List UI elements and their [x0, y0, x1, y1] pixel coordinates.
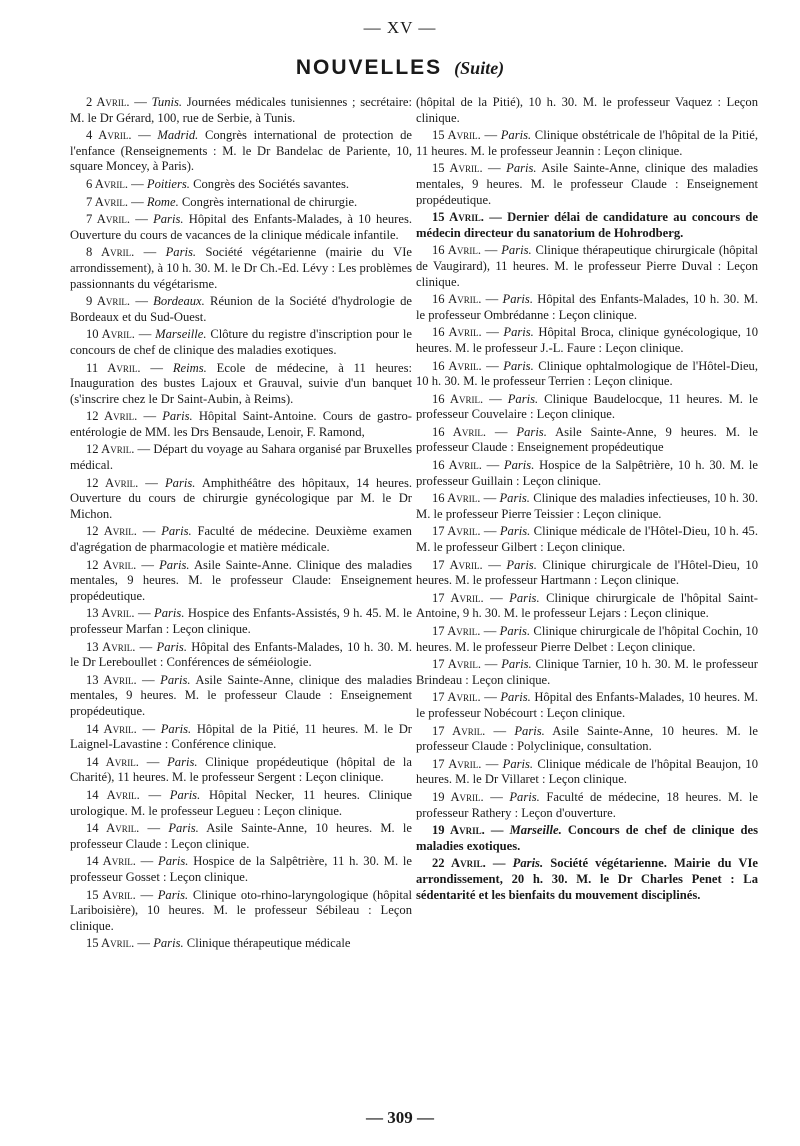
entry-city: Paris. — [154, 606, 185, 621]
entry-text: Asile Sainte-Anne, clinique des maladies mentales, 9 heures. M. le professeur Claude : Enseignement propédeutique. — [70, 672, 412, 718]
news-entry — [70, 854, 412, 885]
entry-text: Clinique médicale de l'Hôtel-Dieu, 10 h. 45. M. le professeur Gilbert : Leçon clinique. — [416, 524, 758, 555]
entry-text: Hôpital des Enfants-Malades, 10 heures. M. le professeur Nobécourt : Leçon clinique. — [416, 690, 758, 720]
entry-date: 15 Avril. — — [86, 887, 158, 902]
news-entry — [416, 856, 758, 903]
news-entry — [70, 888, 412, 935]
news-entry — [70, 95, 412, 126]
right-column — [416, 95, 758, 905]
entry-date: 16 Avril. — — [432, 491, 500, 506]
entry-date: 9 Avril. — — [86, 294, 154, 309]
entry-date: 16 Avril. — — [432, 243, 502, 258]
entry-city: Madrid. — [157, 128, 199, 143]
entry-date: 13 Avril. — — [86, 672, 161, 687]
entry-text: Dernier délai de candidature au concours de médecin directeur du sanatorium de Hohrodberg. — [416, 210, 758, 240]
entry-city: Paris. — [156, 639, 187, 654]
news-entry — [70, 442, 412, 473]
news-entry — [416, 425, 758, 456]
entry-date: 15 Avril. — — [432, 210, 508, 225]
entry-date: 13 Avril. — — [86, 639, 157, 654]
entry-date: 13 Avril. — — [86, 606, 155, 621]
entry-date: 16 Avril. — — [432, 458, 504, 473]
news-entry — [416, 392, 758, 423]
page-number: — 309 — — [366, 1108, 434, 1127]
entry-date: 15 Avril. — — [432, 128, 501, 143]
entry-text: Clinique chirurgicale de l'Hôtel-Dieu, 10 heures. M. le professeur Hartmann : Leçon clinique. — [416, 557, 759, 588]
entry-city: Paris. — [503, 458, 535, 473]
entry-text: Hospice de la Salpêtrière, 10 h. 30. M. le professeur Guillain : Leçon clinique. — [416, 458, 758, 488]
entry-text: Société végétarienne (mairie du VIe arrondissement), à 10 h. 30. M. le Dr Ch.-Ed. Lévy : Les problèmes passionnants du végétarisme. — [70, 245, 412, 291]
news-entry — [70, 195, 412, 211]
entry-text: Asile Sainte-Anne, clinique des maladies mentales, 9 heures. M. le professeur Claude : Enseignement propédeutique. — [416, 161, 758, 207]
entry-text: Clinique Tarnier, 10 h. 30. M. le professeur Brindeau : Leçon clinique. — [416, 657, 758, 687]
entry-city: Paris. — [169, 787, 201, 802]
news-entry — [416, 558, 758, 589]
entry-text: Société végétarienne. Mairie du VIe arrondissement, 20 h. 30. M. le Dr Charles Penet : La sédentarité et les bienfaits du mouvement disciplinés. — [416, 856, 759, 902]
title-main: NOUVELLES — [295, 56, 443, 79]
entry-date: 2 Avril. — — [86, 95, 152, 109]
entry-text: (hôpital de la Pitié), 10 h. 30. M. le professeur Vaquez : Leçon clinique. — [416, 95, 758, 125]
entry-date: 17 Avril. — — [432, 690, 501, 705]
entry-text: Clinique Baudelocque, 11 heures. M. le professeur Couvelaire : Leçon clinique. — [416, 391, 758, 422]
entry-city: Paris. — [164, 475, 196, 490]
news-entry — [70, 936, 412, 952]
entry-text: Hôpital des Enfants-Malades, 10 h. 30. M. le professeur Ombrédanne : Leçon clinique. — [416, 292, 758, 322]
entry-text: Hôpital des Enfants-Malades, 10 h. 30. M. le Dr Lereboullet : Conférences de séméiologie. — [70, 639, 412, 670]
news-entry — [70, 524, 412, 555]
entry-city: Tunis. — [151, 95, 183, 109]
entry-text: Réunion de la Société d'hydrologie de Bordeaux et du Sud-Ouest. — [70, 294, 412, 324]
entry-city: Paris. — [506, 161, 537, 176]
entry-date: 16 Avril. — — [432, 391, 508, 406]
entry-city: Paris. — [161, 524, 192, 539]
news-entry — [70, 606, 412, 637]
entry-date: 19 Avril. — — [432, 823, 510, 838]
entry-date: 14 Avril. — — [86, 787, 170, 802]
entry-city: Bordeaux. — [153, 294, 205, 309]
entry-city: Paris. — [162, 409, 193, 424]
entry-text: Clinique chirurgicale de l'hôpital Cochin, 10 heures. M. le professeur Pierre Delbet : Leçon clinique. — [416, 624, 758, 654]
entry-text: Hôpital Broca, clinique gynécologique, 10 heures. M. le professeur J.-L. Faure : Leçon clinique. — [416, 325, 758, 355]
entry-date: 4 Avril. — — [86, 128, 158, 143]
entry-city: Paris. — [165, 245, 197, 260]
entry-date: 12 Avril. — — [86, 557, 160, 572]
entry-text: Clinique thérapeutique médicale — [183, 936, 351, 951]
entry-city: Paris. — [509, 789, 540, 804]
entry-city: Paris. — [157, 887, 189, 902]
news-entry — [416, 823, 758, 854]
entry-city: Paris. — [512, 856, 544, 871]
entry-text: Congrès international de protection de l'enfance (Renseignements : M. le Dr Bandelac de Pariente, 10, square Moncey, à Paris). — [70, 128, 412, 174]
entry-city: Paris. — [167, 754, 198, 769]
news-entry — [416, 161, 758, 208]
news-entry — [70, 409, 412, 440]
entry-date: 12 Avril. — — [86, 524, 162, 539]
entry-date: 16 Avril. — — [432, 292, 503, 307]
entry-city: Paris. — [499, 524, 531, 539]
news-entry — [416, 243, 758, 290]
entry-city: Paris. — [500, 690, 531, 705]
news-entry — [416, 624, 758, 655]
entry-city: Rome. — [146, 194, 179, 209]
entry-text: Congrès des Sociétés savantes. — [189, 176, 350, 191]
entry-city: Paris. — [159, 557, 190, 572]
entry-city: Paris. — [500, 128, 532, 143]
entry-date: 17 Avril. — — [432, 657, 502, 672]
entry-text: Ecole de médecine, à 11 heures: Inauguration des bustes Lajoux et Grauval, suivie d'un banquet (s'inscrire chez le Dr Saint-Aubin, à Reims). — [70, 360, 412, 406]
entry-text: Asile Sainte-Anne, 10 heures. M. le professeur Claude : Leçon clinique. — [70, 821, 412, 851]
entry-city: Paris. — [506, 557, 537, 572]
news-entry — [70, 558, 412, 605]
entry-text: Amphithéâtre des hôpitaux, 14 heures. Ouverture du cours de chirurgie gynécologique par M. le Dr Michon. — [70, 475, 413, 521]
news-entry — [70, 128, 412, 175]
news-entry — [416, 657, 758, 688]
entry-text: Congrès international de chirurgie. — [178, 194, 358, 209]
news-entry — [70, 245, 412, 292]
entry-text: Hôpital des Enfants-Malades, à 10 heures. Ouverture du cours de vacances de la clinique médicale infantile. — [70, 212, 412, 242]
news-entry — [70, 212, 412, 243]
news-entry — [416, 458, 758, 489]
news-entry — [416, 790, 758, 821]
entry-text: Faculté de médecine. Deuxième examen d'agrégation de pharmacologie et matière médicale. — [70, 524, 412, 555]
entry-date: 12 Avril. — — [86, 409, 163, 424]
entry-text: Clinique thérapeutique chirurgicale (hôpital de Vaugirard), 11 heures. M. le professeur Pierre Duval : Leçon clinique. — [416, 243, 758, 289]
news-entry — [70, 640, 412, 671]
news-entry — [70, 673, 412, 720]
entry-text: Hôpital de la Pitié, 11 heures. M. le Dr Laignel-Lavastine : Conférence clinique. — [70, 721, 412, 752]
entry-city: Paris. — [502, 756, 534, 771]
entry-text: Hospice des Enfants-Assistés, 9 h. 45. M. le professeur Marfan : Leçon clinique. — [70, 606, 412, 636]
entry-city: Paris. — [501, 243, 532, 258]
entry-city: Poitiers. — [146, 176, 190, 191]
entry-city: Paris. — [514, 723, 545, 738]
entry-city: Paris. — [509, 590, 540, 605]
entry-text: Clinique oto-rhino-laryngologique (hôpital Lariboisière), 10 heures. M. le professeur Sébileau : Leçon clinique. — [70, 887, 412, 933]
title-suffix: (Suite) — [454, 58, 505, 78]
entry-text: Clinique des maladies infectieuses, 10 h. 30. M. le professeur Pierre Teissier : Leçon clinique. — [416, 491, 758, 521]
entry-date: 14 Avril. — — [86, 721, 161, 736]
entry-date: 16 Avril. — — [432, 424, 517, 439]
entry-city: Paris. — [501, 657, 532, 672]
entry-date: 22 Avril. — — [432, 856, 513, 871]
entry-city: Paris. — [507, 391, 539, 406]
entry-city: Paris. — [168, 821, 199, 836]
entry-date: 16 Avril. — — [432, 358, 504, 373]
entry-date: 17 Avril. — — [432, 723, 515, 738]
news-entry — [416, 757, 758, 788]
entry-date: 10 Avril. — — [86, 327, 156, 342]
entry-date: 17 Avril. — — [432, 557, 507, 572]
entry-text: Clôture du registre d'inscription pour le concours de chef de clinique des maladies exotiques. — [70, 327, 412, 357]
news-entry — [416, 724, 758, 755]
entry-text: Hospice de la Salpêtrière, 11 h. 30. M. le professeur Gosset : Leçon clinique. — [70, 854, 412, 884]
entry-text: Asile Sainte-Anne. Clinique des maladies mentales, 9 heures. M. le professeur Claude: Enseignement propédeutique. — [70, 557, 413, 603]
entry-city: Paris. — [153, 936, 184, 951]
news-entry — [416, 491, 758, 522]
entry-date: 14 Avril. — — [86, 754, 168, 769]
entry-date: 7 Avril. — — [86, 194, 147, 209]
news-entry — [416, 690, 758, 721]
news-entry — [416, 128, 758, 159]
entry-date: 12 Avril. — — [86, 475, 165, 490]
news-entry — [416, 325, 758, 356]
news-entry — [70, 327, 412, 358]
left-column — [70, 95, 412, 954]
entry-text: Concours de chef de clinique des maladies exotiques. — [416, 823, 758, 853]
entry-city: Paris. — [160, 721, 192, 736]
entry-city: Paris. — [499, 624, 531, 638]
news-entry — [70, 476, 412, 523]
entry-date: 11 Avril. — — [86, 360, 173, 375]
news-entry — [416, 359, 758, 390]
entry-date: 16 Avril. — — [432, 325, 504, 340]
entry-city: Paris. — [153, 212, 184, 227]
news-entry — [70, 361, 412, 408]
entry-text: Hôpital Necker, 11 heures. Clinique urologique. M. le professeur Legueu : Leçon clinique. — [70, 787, 412, 818]
entry-date: 19 Avril. — — [432, 789, 510, 804]
entry-text: Clinique obstétricale de l'hôpital de la Pitié, 11 heures. M. le professeur Jeannin : Leçon clinique. — [416, 128, 758, 158]
entry-text: Faculté de médecine, 18 heures. M. le professeur Rathery : Leçon d'ouverture. — [416, 789, 758, 820]
entry-text: Journées médicales tunisiennes ; secrétaire: M. le Dr Gérard, 100, rue de Serbie, à Tunis. — [70, 95, 412, 125]
entry-city: Marseille. — [155, 327, 207, 342]
entry-date: 14 Avril. — — [86, 854, 159, 869]
entry-city: Paris. — [503, 325, 534, 340]
news-entry — [70, 755, 412, 786]
roman-page-number: — XV — — [363, 18, 437, 37]
entry-city: Paris. — [502, 292, 533, 307]
entry-city: Paris. — [503, 358, 534, 373]
entry-date: 15 Avril. — — [432, 161, 507, 176]
entry-date: 17 Avril. — — [432, 524, 500, 539]
news-entry — [70, 177, 412, 193]
news-entry — [70, 821, 412, 852]
news-entry — [70, 294, 412, 325]
news-entry — [416, 210, 758, 241]
entry-date: 17 Avril. — — [432, 624, 500, 638]
news-entry — [416, 292, 758, 323]
entry-date: 17 Avril. — — [432, 590, 510, 605]
entry-text: Asile Sainte-Anne, 10 heures. M. le professeur Claude : Polyclinique, consultation. — [416, 723, 758, 754]
news-entry — [416, 524, 758, 555]
entry-text: Hôpital Saint-Antoine. Cours de gastro-entérologie de MM. les Drs Bensaude, Lenoir, F. Ramond, — [70, 409, 412, 439]
entry-city: Paris. — [160, 672, 191, 687]
section-title — [0, 56, 800, 80]
entry-text: Asile Sainte-Anne, 9 heures. M. le professeur Claude : Enseignement propédeutique — [416, 424, 758, 455]
entry-text: Clinique chirurgicale de l'hôpital Saint-Antoine, 9 h. 30. M. le professeur Lejars : Leçon clinique. — [416, 590, 758, 621]
entry-date: 14 Avril. — — [86, 821, 169, 836]
entry-text: Clinique propédeutique (hôpital de la Charité), 11 heures. M. le professeur Sergent : Leçon clinique. — [70, 754, 412, 785]
news-entry — [416, 95, 758, 126]
entry-date: 6 Avril. — — [86, 176, 147, 191]
news-entry — [416, 591, 758, 622]
entry-city: Marseille. — [509, 823, 562, 838]
entry-city: Reims. — [172, 360, 207, 375]
entry-date: 7 Avril. — — [86, 212, 154, 227]
entry-text: Clinique médicale de l'hôpital Beaujon, 10 heures. M. le Dr Villaret : Leçon clinique. — [416, 756, 759, 787]
entry-text: Départ du voyage au Sahara organisé par Bruxelles médical. — [70, 442, 412, 473]
entry-city: Paris. — [516, 424, 547, 439]
news-entry — [70, 788, 412, 819]
entry-date: 15 Avril. — — [86, 936, 154, 951]
entry-date: 12 Avril. — — [86, 442, 154, 457]
entry-date: 17 Avril. — — [432, 756, 503, 771]
news-entry — [70, 722, 412, 753]
entry-date: 8 Avril. — — [86, 245, 166, 260]
entry-text: Clinique ophtalmologique de l'Hôtel-Dieu, 10 h. 30. M. le professeur Terrien : Leçon clinique. — [416, 358, 758, 389]
entry-city: Paris. — [158, 854, 189, 869]
entry-city: Paris. — [499, 491, 530, 506]
